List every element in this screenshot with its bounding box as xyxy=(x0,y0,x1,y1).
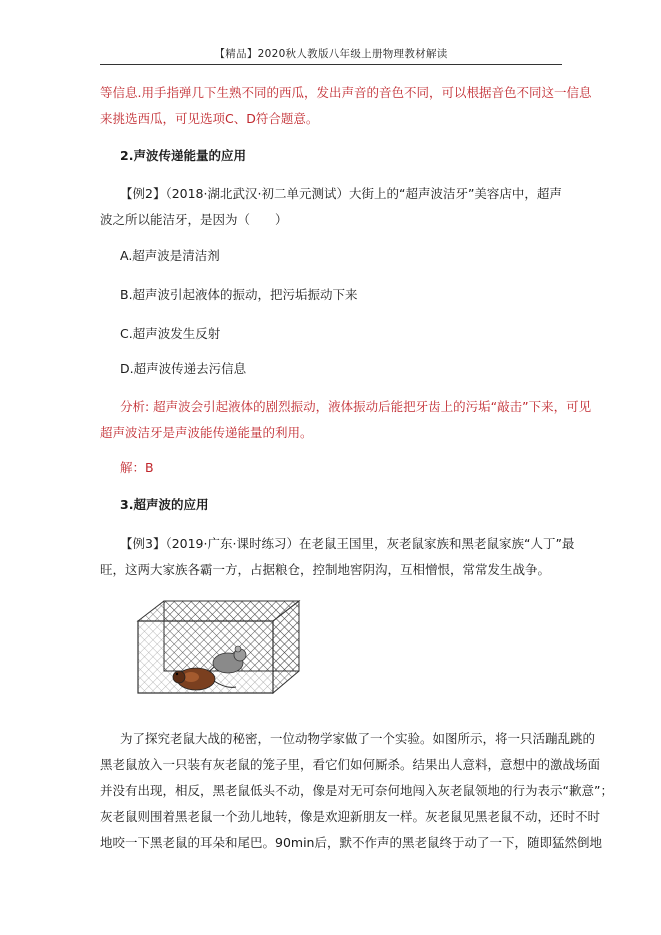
example-3-line: 旺，这两大家族各霸一方，占据粮仓，控制地窖阴沟，互相憎恨，常常发生战争。 xyxy=(100,562,551,577)
option-b: B.超声波引起液体的振动，把污垢振动下来 xyxy=(120,287,358,302)
example-3-line: 【例3】（2019·广东·课时练习）在老鼠王国里，灰老鼠家族和黑老鼠家族“人丁”最 xyxy=(120,536,575,551)
analysis-line: 超声波洁牙是声波能传递能量的利用。 xyxy=(100,425,313,440)
example-3-story xyxy=(100,726,613,856)
example-2-analysis xyxy=(100,394,592,446)
intro-analysis xyxy=(100,80,592,132)
mouse-cage-illustration xyxy=(136,597,301,697)
example-2-line: 波之所以能洁牙，是因为（ ） xyxy=(100,212,288,227)
example-2-line: 【例2】（2018·湖北武汉·初二单元测试）大街上的“超声波洁牙”美容店中，超声 xyxy=(120,186,562,201)
header-rule xyxy=(100,64,562,65)
intro-analysis-line: 等信息.用手指弹几下生熟不同的西瓜，发出声音的音色不同，可以根据音色不同这一信息 xyxy=(100,85,592,100)
story-line: 为了探究老鼠大战的秘密，一位动物学家做了一个实验。如图所示，将一只活蹦乱跳的 xyxy=(120,731,596,746)
option-a: A.超声波是清洁剂 xyxy=(120,248,220,263)
story-line: 黑老鼠放入一只装有灰老鼠的笼子里，看它们如何厮杀。结果出人意料，意想中的激战场面 xyxy=(100,757,601,772)
example-3-question xyxy=(100,531,575,583)
story-line: 地咬一下黑老鼠的耳朵和尾巴。90min后，默不作声的黑老鼠终于动了一下，随即猛然倒地 xyxy=(100,835,602,850)
story-line: 并没有出现，相反，黑老鼠低头不动，像是对无可奈何地闯入灰老鼠领地的行为表示“歉意”； xyxy=(100,783,613,798)
section-3-heading: 3.超声波的应用 xyxy=(120,497,209,512)
section-2-heading: 2.声波传递能量的应用 xyxy=(120,148,246,163)
example-2-answer: 解：B xyxy=(120,460,154,475)
option-c: C.超声波发生反射 xyxy=(120,326,221,341)
page-header: 【精品】2020秋人教版八年级上册物理教材解读 xyxy=(214,48,448,60)
intro-analysis-line: 来挑选西瓜，可见选项C、D符合题意。 xyxy=(100,111,319,126)
story-line: 灰老鼠则围着黑老鼠一个劲儿地转，像是欢迎新朋友一样。灰老鼠见黑老鼠不动，还时不时 xyxy=(100,809,601,824)
example-2-question xyxy=(100,181,562,233)
option-d: D.超声波传递去污信息 xyxy=(120,361,247,376)
analysis-line: 分析: 超声波会引起液体的剧烈振动，液体振动后能把牙齿上的污垢“敲击”下来，可见 xyxy=(120,399,592,414)
